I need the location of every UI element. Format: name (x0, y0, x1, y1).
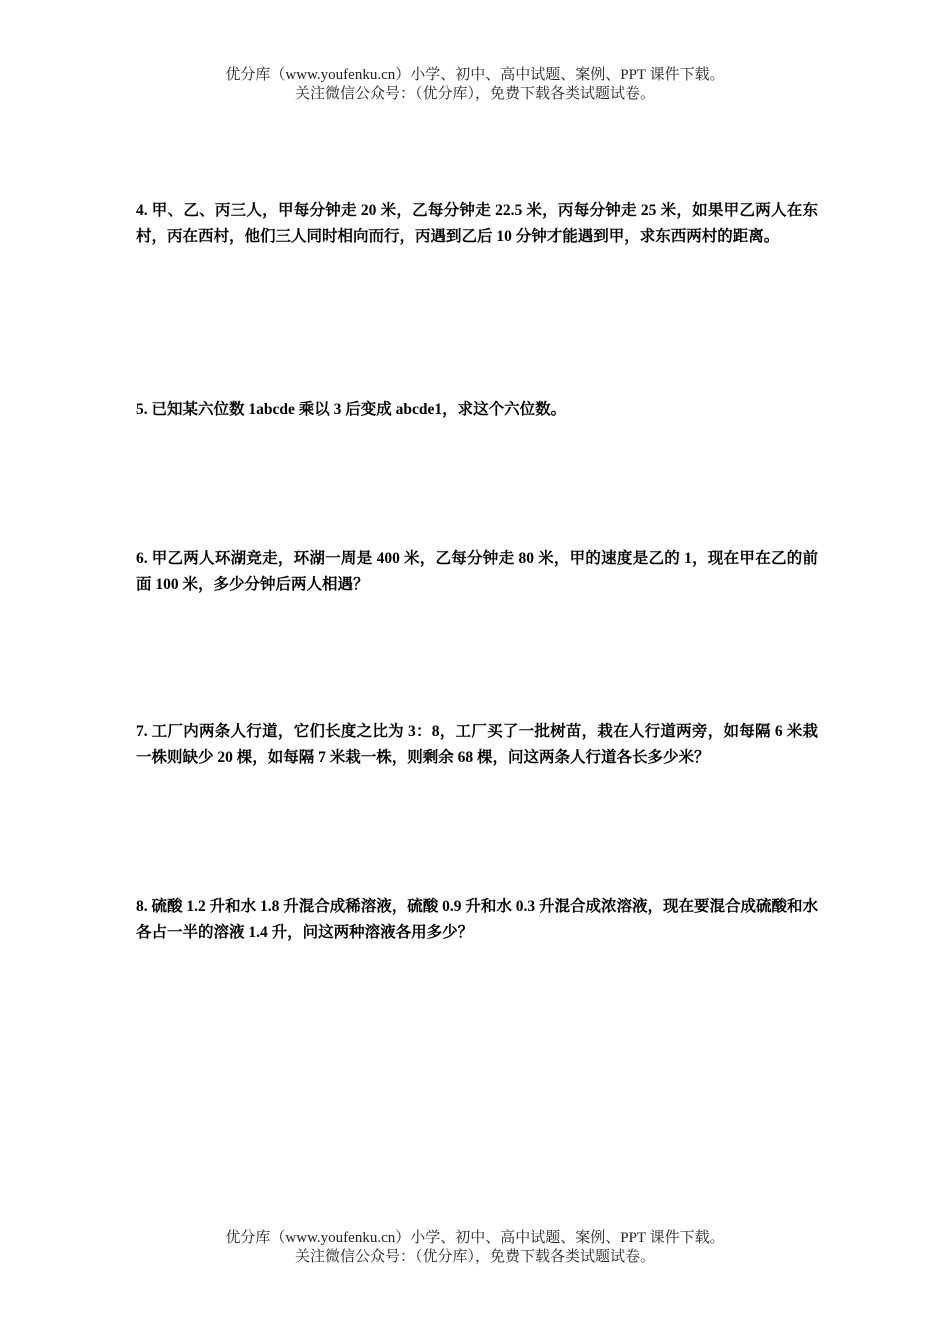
question-number: 4. (136, 202, 148, 219)
question-number: 7. (136, 723, 148, 740)
question-8 (136, 894, 818, 946)
question-text: 工厂内两条人行道，它们长度之比为 3：8，工厂买了一批树苗，栽在人行道两旁，如每隔 6 米栽一株则缺少 20 棵，如每隔 7 米栽一株，则剩余 68 棵，问这两条人行道各长多少米？ (136, 723, 818, 766)
page-footer (0, 1229, 950, 1267)
question-7 (136, 719, 818, 771)
question-number: 8. (136, 898, 148, 915)
question-4 (136, 198, 818, 250)
question-text: 甲、乙、丙三人，甲每分钟走 20 米，乙每分钟走 22.5 米，丙每分钟走 25 米，如果甲乙两人在东村，丙在西村，他们三人同时相向而行，丙遇到乙后 10 分钟才能遇到甲，求东西两村的距离。 (136, 202, 818, 245)
header-line-2: 关注微信公众号：（优分库），免费下载各类试题试卷。 (294, 86, 655, 102)
page-header (0, 66, 950, 104)
footer-line-2: 关注微信公众号：（优分库），免费下载各类试题试卷。 (294, 1249, 655, 1265)
question-number: 5. (136, 401, 148, 418)
question-6 (136, 546, 818, 598)
question-number: 6. (136, 550, 148, 567)
question-text: 硫酸 1.2 升和水 1.8 升混合成稀溶液，硫酸 0.9 升和水 0.3 升混合成浓溶液，现在要混合成硫酸和水各占一半的溶液 1.4 升，问这两种溶液各用多少？ (136, 898, 819, 941)
footer-line-1: 优分库（www.youfenku.cn）小学、初中、高中试题、案例、PPT 课件下载。 (225, 1230, 725, 1246)
question-text: 甲乙两人环湖竞走，环湖一周是 400 米，乙每分钟走 80 米，甲的速度是乙的 1，现在甲在乙的前面 100 米，多少分钟后两人相遇？ (136, 550, 818, 593)
question-5 (136, 397, 818, 423)
header-line-1: 优分库（www.youfenku.cn）小学、初中、高中试题、案例、PPT 课件下载。 (225, 67, 725, 83)
question-text: 已知某六位数 1abcde 乘以 3 后变成 abcde1，求这个六位数。 (151, 401, 567, 418)
